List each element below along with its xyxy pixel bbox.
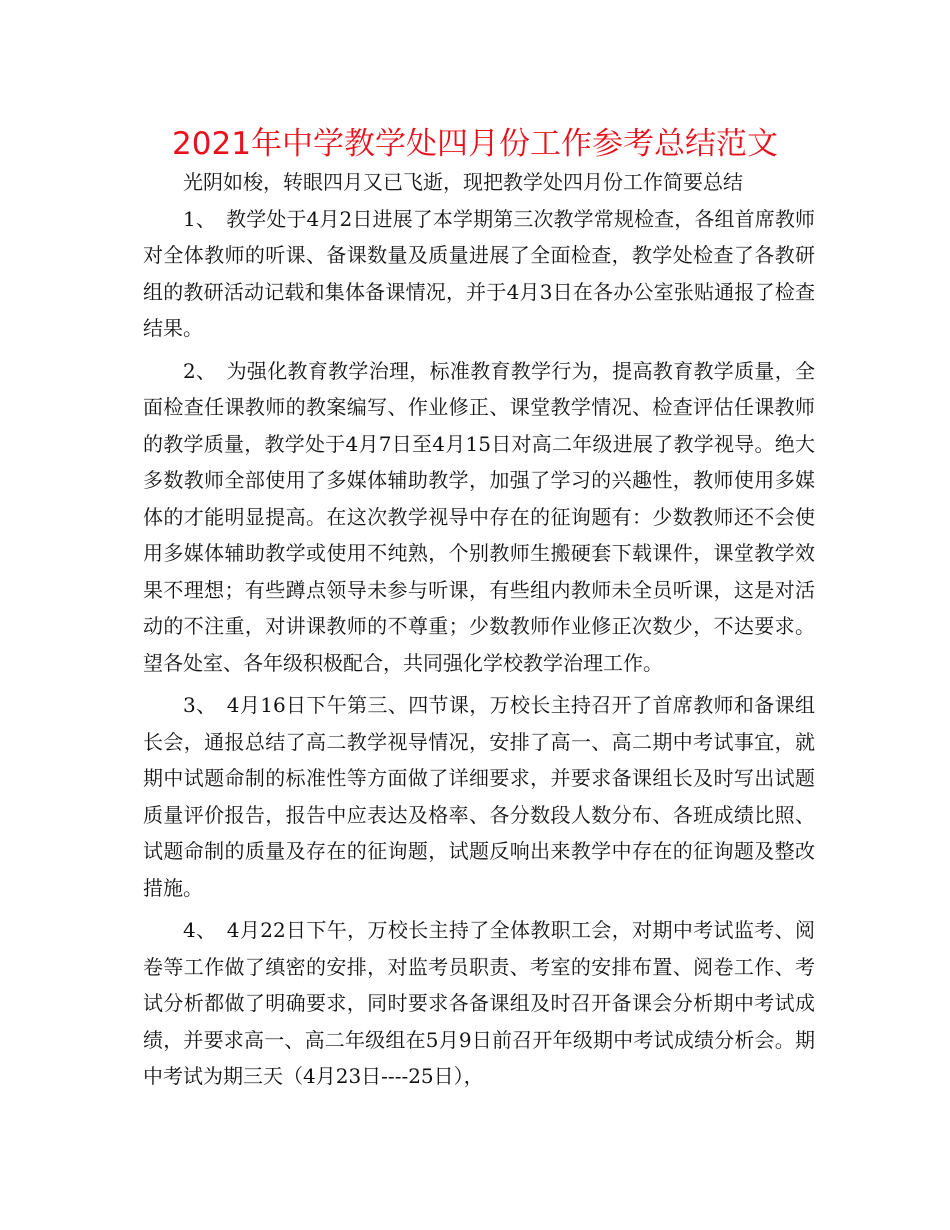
paragraph-3: 3、 4月16日下午第三、四节课，万校长主持召开了首席教师和备课组长会，通报总结了高二教学视导情况，安排了高一、高二期中考试事宜，就期中试题命制的标准性等方面做了详细要求，并要求备课组长及时写出试题质量评价报告，报告中应表达及格率、各分数段人数分布、各班成绩比照、试题命制的质量及存在的征询题，试题反响出来教学中存在的征询题及整改措施。 xyxy=(143,693,815,900)
paragraph-2: 2、 为强化教育教学治理，标准教育教学行为，提高教育教学质量，全面检查任课教师的教案编写、作业修正、课堂教学情况、检查评估任课教师的教学质量，教学处于4月7日至4月15日对高二年级进展了教学视导。绝大多数教师全部使用了多媒体辅助教学，加强了学习的兴趣性，教师使用多媒体的才能明显提高。在这次教学视导中存在的征询题有：少数教师还不会使用多媒体辅助教学或使用不纯熟，个别教师生搬硬套下载课件，课堂教学效果不理想；有些蹲点领导未参与听课，有些组内教师未全员听课，这是对活动的不注重，对讲课教师的不尊重；少数教师作业修正次数少，不达要求。望各处室、各年级积极配合，共同强化学校教学治理工作。 xyxy=(143,358,815,675)
intro-paragraph: 光阴如梭，转眼四月又已飞逝，现把教学处四月份工作简要总结 xyxy=(183,170,743,194)
paragraph-4: 4、 4月22日下午，万校长主持了全体教职工会，对期中考试监考、阅卷等工作做了缜密的安排，对监考员职责、考室的安排布置、阅卷工作、考试分析都做了明确要求，同时要求各备课组及时召开备课会分析期中考试成绩，并要求高一、高二年级组在5月9日前召开年级期中考试成绩分析会。期中考试为期三天（4月23日----25日）， xyxy=(143,918,815,1088)
paragraph-1: 1、 教学处于4月2日进展了本学期第三次教学常规检查，各组首席教师对全体教师的听课、备课数量及质量进展了全面检查，教学处检查了各教研组的教研活动记载和集体备课情况，并于4月3日在各办公室张贴通报了检查结果。 xyxy=(143,206,815,340)
document-body xyxy=(143,164,815,1101)
document-title: 2021年中学教学处四月份工作参考总结范文 xyxy=(172,126,778,162)
